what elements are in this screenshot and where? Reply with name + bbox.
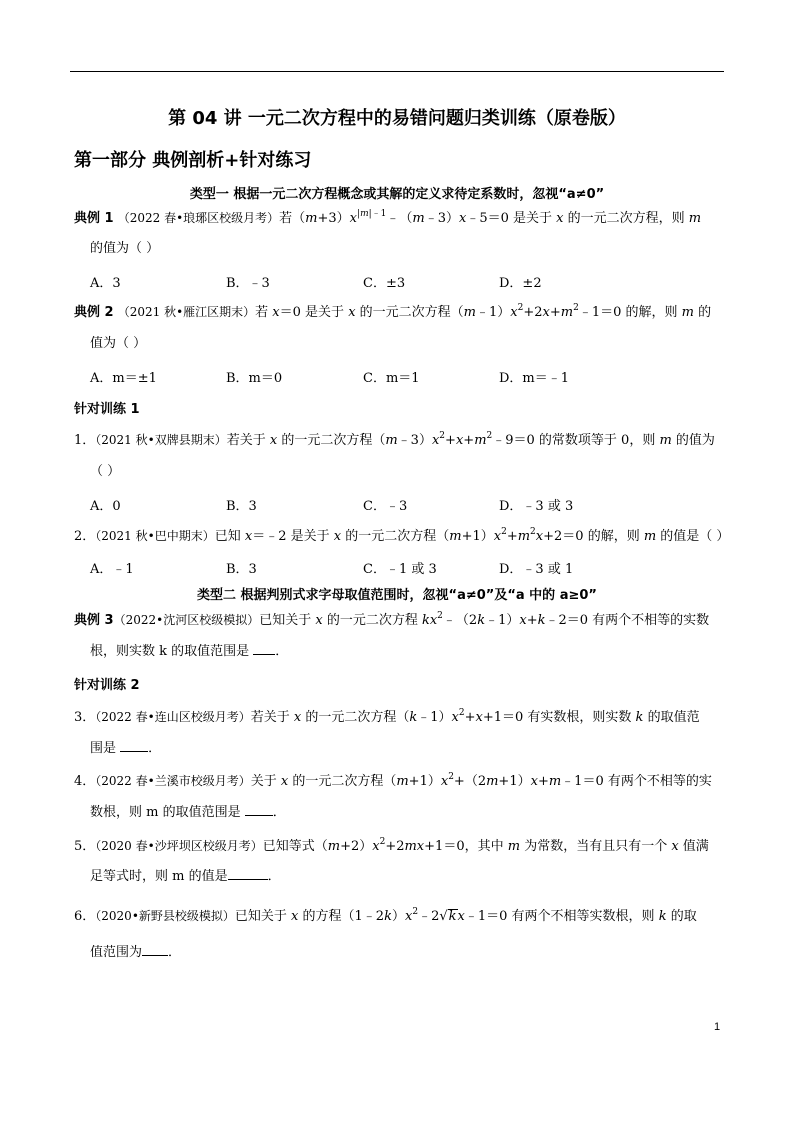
answer-blank	[253, 642, 275, 655]
example-2-option-b: B．m＝0	[226, 371, 283, 386]
example-3-line2: 根，则实数 k 的取值范围是 ．	[90, 644, 289, 659]
question-4-line2-text: 数根，则 m 的取值范围是	[90, 805, 241, 820]
question-1-line2: （ ）	[90, 464, 121, 479]
example-2-option-c: C．m＝1	[363, 371, 420, 386]
example-3-line2-text: 根，则实数 k 的取值范围是	[90, 644, 250, 659]
question-2-number: 2．	[74, 529, 96, 544]
question-1-option-a: A．0	[90, 499, 121, 514]
page-title: 第 04 讲 一元二次方程中的易错问题归类训练（原卷版）	[168, 108, 626, 129]
question-1-option-b: B．3	[226, 499, 257, 514]
question-6-line2-text: 值范围为	[90, 945, 143, 960]
question-2-source: （2021 秋•巴中期末）	[95, 529, 215, 543]
question-4-line2: 数根，则 m 的取值范围是 ．	[90, 805, 286, 820]
example-3: 典例 3（2022•沈河区校级模拟）已知关于 x 的一元二次方程 $kx^2﹣(2k﹣1)x+k﹣2=0$ 有两个不相等的实数	[74, 610, 710, 628]
answer-blank	[142, 943, 168, 956]
question-3-source: （2022 春•连山区校级月考）	[95, 710, 251, 724]
question-5-source: （2020 春•沙坪坝区校级月考）	[95, 839, 263, 853]
example-1-label: 典例 1	[74, 211, 114, 226]
section-heading: 第一部分 典例剖析+针对练习	[74, 150, 312, 171]
example-2-line2: 值为（ ）	[90, 336, 147, 351]
question-4-source: （2022 春•兰溪市校级月考）	[95, 774, 251, 788]
question-2: 2．（2021 秋•巴中期末）已知 x＝﹣2 是关于 x 的一元二次方程$(m+1)x^2+m^2x+2=0$ 的解，则 m 的值是（ ）	[74, 526, 730, 544]
question-3: 3．（2022 春•连山区校级月考）若关于 x 的一元二次方程$(k﹣1)x^2+x+1=0$ 有实数根，则实数 k 的取值范	[74, 707, 700, 725]
question-5-line2: 足等式时，则 m 的值是 ．	[90, 869, 281, 884]
question-1-option-c: C．﹣3	[363, 499, 408, 514]
example-2: 典例 2 （2021 秋•雁江区期末）若 x＝0 是关于 x 的一元二次方程$(m﹣1)x^2+2x+m^2﹣1=0$ 的解，则 m 的	[74, 302, 712, 320]
question-2-option-a: A．﹣1	[90, 562, 134, 577]
answer-blank	[228, 867, 268, 880]
header-rule	[70, 71, 724, 72]
example-1: 典例 1 （2022 春•琅琊区校级月考）若$(m+3)x^{|m|﹣1}﹣(m﹣3)x﹣5=0$ 是关于 x 的一元二次方程，则 m	[74, 208, 702, 226]
example-1-source: （2022 春•琅琊区校级月考）	[117, 211, 280, 225]
question-3-number: 3．	[74, 710, 96, 725]
question-2-option-d: D．﹣3 或 1	[499, 562, 574, 577]
example-2-source: （2021 秋•雁江区期末）	[117, 305, 256, 319]
example-3-label: 典例 3	[74, 613, 114, 628]
question-4: 4．（2022 春•兰溪市校级月考）关于 x 的一元二次方程$(m+1)x^2+(2m+1)x+m﹣1=0$ 有两个不相等的实	[74, 771, 712, 789]
question-2-option-b: B．3	[226, 562, 257, 577]
question-1-number: 1．	[74, 433, 96, 448]
question-1-source: （2021 秋•双牌县期末）	[95, 433, 227, 447]
example-1-option-d: D．±2	[499, 276, 542, 291]
type-one-heading: 类型一 根据一元二次方程概念或其解的定义求待定系数时，忽视“a≠0”	[189, 187, 605, 202]
example-1-option-c: C．±3	[363, 276, 406, 291]
question-3-line2-text: 围是	[90, 741, 117, 756]
question-5-number: 5．	[74, 839, 96, 854]
page-number: 1	[714, 1021, 721, 1033]
answer-blank	[120, 739, 148, 752]
answer-blank	[245, 803, 273, 816]
training-1-heading: 针对训练 1	[74, 402, 140, 417]
question-6-line2: 值范围为 ．	[90, 945, 182, 960]
example-2-option-d: D．m＝﹣1	[499, 371, 570, 386]
example-2-label: 典例 2	[74, 305, 114, 320]
question-4-number: 4．	[74, 774, 96, 789]
example-2-option-a: A．m＝±1	[90, 371, 157, 386]
example-3-source: （2022•沈河区校级模拟）	[113, 613, 260, 627]
training-2-heading: 针对训练 2	[74, 678, 140, 693]
type-two-heading: 类型二 根据判别式求字母取值范围时，忽视“a≠0”及“a 中的 a≥0”	[197, 588, 597, 603]
example-1-option-a: A．3	[90, 276, 121, 291]
question-6-source: （2020•新野县校级模拟）	[95, 909, 235, 923]
example-1-line2: 的值为（ ）	[90, 241, 160, 256]
question-5-line2-text: 足等式时，则 m 的值是	[90, 869, 228, 884]
question-1-option-d: D．﹣3 或 3	[499, 499, 574, 514]
question-2-option-c: C．﹣1 或 3	[363, 562, 437, 577]
square-root-symbol: √	[439, 909, 448, 924]
question-6: 6．（2020•新野县校级模拟）已知关于 x 的方程$(1﹣2k)x^2﹣2√kx﹣1=0$ 有两个不相等实数根，则 k 的取	[74, 906, 697, 924]
example-1-option-b: B．﹣3	[226, 276, 270, 291]
question-3-line2: 围是 ．	[90, 741, 162, 756]
question-1: 1．（2021 秋•双牌县期末）若关于 x 的一元二次方程$(m﹣3)x^2+x+m^2﹣9=0$ 的常数项等于 0，则 m 的值为	[74, 430, 715, 448]
question-6-number: 6．	[74, 909, 96, 924]
question-5: 5．（2020 春•沙坪坝区校级月考）已知等式$(m+2)x^2+2mx+1=0$，其中 m 为常数，当有且只有一个 x 值满	[74, 836, 709, 854]
